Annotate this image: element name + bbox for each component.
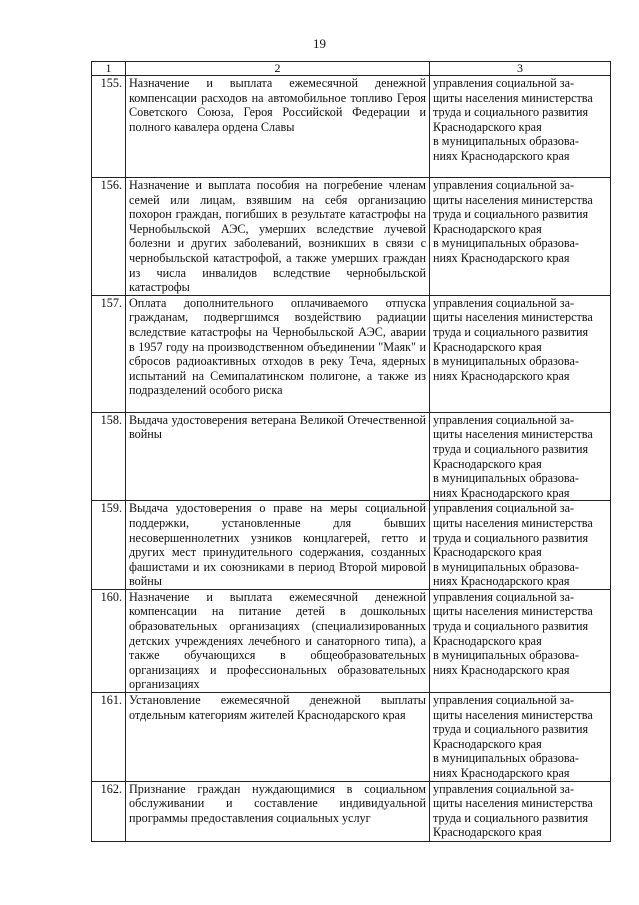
service-name: Признание граждан нуждающимися в социальном обслуживании и составление индивидуальной программы предоставления социальных услуг: [126, 781, 430, 841]
responsible-organization: [430, 501, 611, 590]
header-col-2: 2: [126, 62, 430, 76]
organization-line: Краснодарского края: [433, 736, 542, 751]
organization-line: в муниципальных образова-: [433, 134, 579, 149]
organization-line: щиты населения министерства: [433, 604, 593, 619]
organization-line: ниях Краснодарского края: [433, 766, 570, 780]
row-number: 159.: [92, 501, 126, 590]
organization-line: в муниципальных образова-: [433, 751, 579, 766]
organization-line: ниях Краснодарского края: [433, 574, 570, 589]
organization-line: в муниципальных образова-: [433, 471, 579, 486]
organization-line: ниях Краснодарского края: [433, 662, 570, 677]
service-name: Оплата дополнительного оплачиваемого отпуска гражданам, подвергшимся воздействию радиации вследствие катастрофы на Чернобыльской АЭС, аварии в 1957 году на производственном объединении "Маяк" и сбросов радиоактивных отходов в реку Теча, ядерных испытаний на Семипалатинском полигоне, а также из подразделений особого риска: [126, 295, 430, 412]
organization-line: щиты населения министерства: [433, 192, 593, 207]
service-name: Выдача удостоверения о праве на меры социальной поддержки, установленные для бывших несовершеннолетних узников концлагерей, гетто и других мест принудительного содержания, созданных фашистами и их союзниками в период Второй мировой войны: [126, 501, 430, 590]
row-number: 161.: [92, 693, 126, 782]
organization-line: управления социальной за-: [433, 295, 575, 310]
responsible-organization: [430, 693, 611, 782]
services-table: [91, 61, 611, 842]
organization-line: труда и социального развития: [433, 441, 589, 456]
organization-line: труда и социального развития: [433, 722, 589, 737]
organization-line: Краснодарского края: [433, 545, 542, 560]
organization-line: Краснодарского края: [433, 119, 542, 134]
service-name: Выдача удостоверения ветерана Великой Отечественной войны: [126, 412, 430, 501]
responsible-organization: [430, 589, 611, 692]
organization-line: щиты населения министерства: [433, 796, 593, 811]
organization-line: Краснодарского края: [433, 339, 542, 354]
responsible-organization: [430, 76, 611, 178]
organization-line: труда и социального развития: [433, 530, 589, 545]
organization-line: в муниципальных образова-: [433, 648, 579, 663]
organization-line: Краснодарского края: [433, 456, 542, 471]
header-col-1: 1: [92, 62, 126, 76]
responsible-organization: [430, 178, 611, 296]
organization-line: труда и социального развития: [433, 324, 589, 339]
organization-line: управления социальной за-: [433, 781, 575, 796]
row-number: 160.: [92, 589, 126, 692]
organization-line: щиты населения министерства: [433, 427, 593, 442]
row-number: 158.: [92, 412, 126, 501]
organization-line: ниях Краснодарского края: [433, 148, 570, 163]
table-row: [92, 693, 611, 782]
organization-line: управления социальной за-: [433, 589, 575, 604]
responsible-organization: [430, 412, 611, 501]
organization-line: Краснодарского края: [433, 633, 542, 648]
table-row: [92, 295, 611, 412]
organization-line: ниях Краснодарского края: [433, 368, 570, 383]
organization-line: труда и социального развития: [433, 619, 589, 634]
row-number: 155.: [92, 76, 126, 178]
table-row: [92, 76, 611, 178]
organization-line: в муниципальных образова-: [433, 354, 579, 369]
organization-line: управления социальной за-: [433, 412, 575, 427]
organization-line: щиты населения министерства: [433, 90, 593, 105]
table-row: [92, 501, 611, 590]
service-name: Установление ежемесячной денежной выплаты отдельным категориям жителей Краснодарского края: [126, 693, 430, 782]
row-number: 162.: [92, 781, 126, 841]
row-number: 157.: [92, 295, 126, 412]
organization-line: в муниципальных образова-: [433, 236, 579, 251]
service-name: Назначение и выплата ежемесячной денежной компенсации на питание детей в дошкольных образовательных организациях (специализированных детских учреждениях лечебного и санаторного типа), а также обучающихся в общеобразовательных организациях и профессиональных образовательных организациях: [126, 589, 430, 692]
organization-line: труда и социального развития: [433, 810, 589, 825]
organization-line: в муниципальных образова-: [433, 559, 579, 574]
table-row: [92, 178, 611, 296]
table-row: [92, 781, 611, 841]
organization-line: управления социальной за-: [433, 178, 575, 192]
service-name: Назначение и выплата пособия на погребение членам семей или лицам, взявшим на себя организацию похорон граждан, погибших в результате катастрофы на Чернобыльской АЭС, умерших вследствие лучевой болезни и других заболеваний, возникших в связи с чернобыльской катастрофой, а также умерших граждан из числа инвалидов вследствие чернобыльской катастрофы: [126, 178, 430, 296]
organization-line: труда и социального развития: [433, 105, 589, 120]
organization-line: Краснодарского края: [433, 221, 542, 236]
organization-line: управления социальной за-: [433, 76, 575, 90]
organization-line: щиты населения министерства: [433, 515, 593, 530]
header-col-3: 3: [430, 62, 611, 76]
organization-line: труда и социального развития: [433, 207, 589, 222]
organization-line: щиты населения министерства: [433, 310, 593, 325]
table-row: [92, 412, 611, 501]
organization-line: ниях Краснодарского края: [433, 485, 570, 500]
responsible-organization: [430, 295, 611, 412]
organization-line: управления социальной за-: [433, 693, 575, 708]
organization-line: щиты населения министерства: [433, 707, 593, 722]
page-number: 19: [313, 36, 326, 51]
organization-line: ниях Краснодарского края: [433, 250, 570, 265]
row-number: 156.: [92, 178, 126, 296]
service-name: Назначение и выплата ежемесячной денежной компенсации расходов на автомобильное топливо Героя Советского Союза, Героя Российской Федерации и полного кавалера ордена Славы: [126, 76, 430, 178]
responsible-organization: [430, 781, 611, 841]
organization-line: Краснодарского края: [433, 825, 542, 840]
table-header-row: [92, 62, 611, 76]
organization-line: управления социальной за-: [433, 501, 575, 516]
table-row: [92, 589, 611, 692]
